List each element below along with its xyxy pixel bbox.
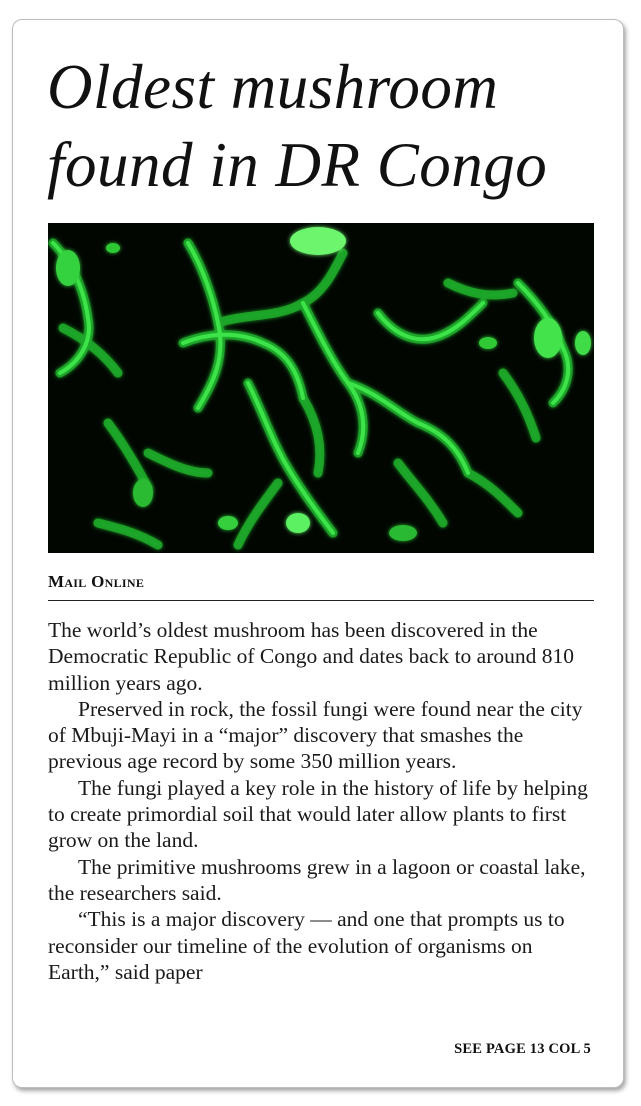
article-card (12, 19, 624, 1088)
headline (47, 48, 607, 204)
fossil-fungi-photo (48, 223, 594, 553)
article-paragraph: “This is a major discovery — and one that prompts us to reconsider our timeline of the evolution of organisms on Earth,” said paper (48, 907, 565, 984)
article-paragraph: Preserved in rock, the fossil fungi were found near the city of Mbuji-Mayi in a “major” discovery that smashes the previous age record by some 350 million years. (48, 696, 583, 774)
source-byline: Mail Online (48, 572, 145, 591)
article-paragraph: The primitive mushrooms grew in a lagoon or coastal lake, the researchers said. (48, 854, 586, 905)
article-paragraph: The world’s oldest mushroom has been discovered in the Democratic Republic of Congo and dates back to around 810 million years ago. (48, 618, 575, 695)
article-paragraph: The fungi played a key role in the history of life by helping to create primordial soil that would later allow plants to first grow on the land. (48, 775, 588, 853)
byline-divider (48, 600, 594, 601)
headline-line-1: Oldest mushroom (47, 52, 499, 122)
continued-reference[interactable]: SEE PAGE 13 COL 5 (454, 1041, 591, 1057)
headline-line-2: found in DR Congo (47, 130, 548, 200)
article-body (48, 617, 598, 985)
fluorescent-micrograph-image (48, 223, 594, 553)
